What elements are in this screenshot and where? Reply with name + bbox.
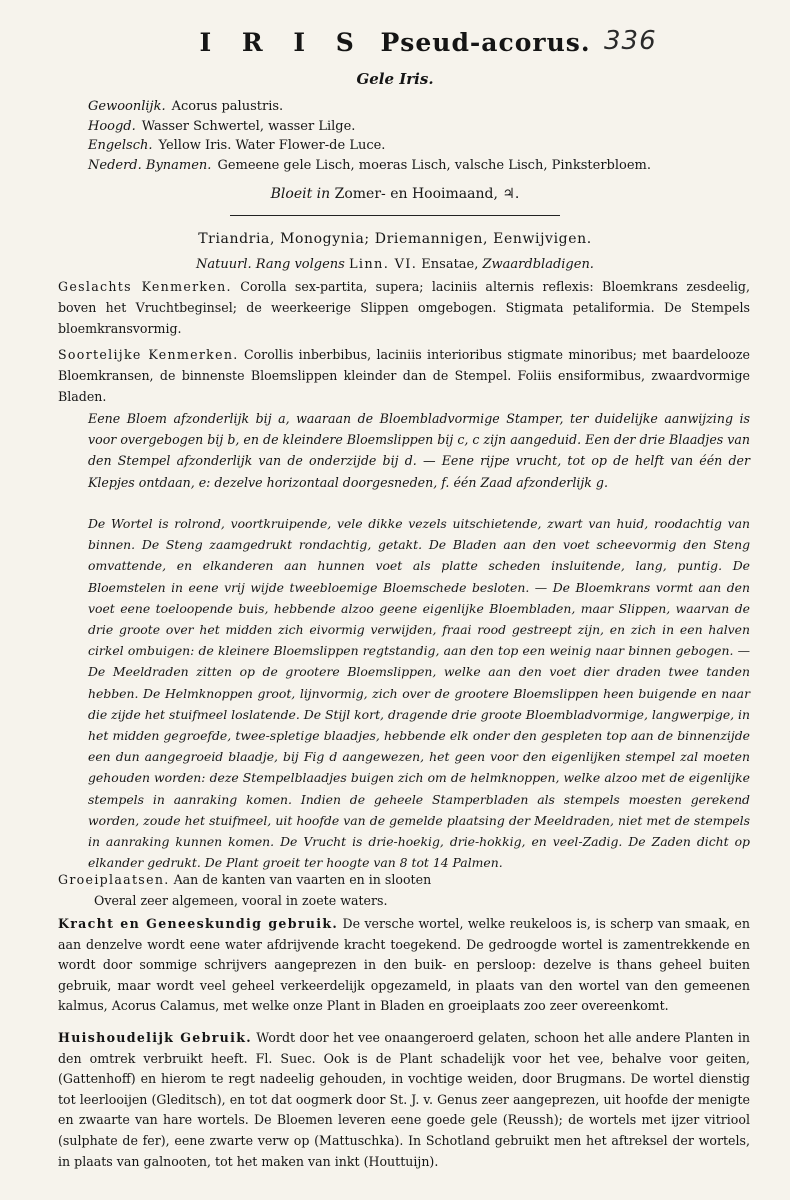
name-row-engelsch: [88, 136, 651, 156]
names-list: [88, 97, 651, 175]
title-genus: I R I S: [199, 28, 365, 57]
page-number: 336: [604, 26, 657, 56]
geslachts-kenmerken: [58, 276, 750, 340]
soortelijke-kenmerken: [58, 344, 750, 408]
section-label: Geslachts Kenmerken.: [58, 279, 232, 294]
huishoudelijk-gebruik: [58, 1028, 750, 1172]
rang-order-nl: Zwaardbladigen.: [482, 257, 594, 272]
classification-line: Triandria, Monogynia; Driemannigen, Eenwijvigen.: [198, 231, 592, 247]
description-paragraph: De Wortel is rolrond, voortkruipende, vele dikke vezels uitschietende, zwart van huid, roodachtig van binnen. De Steng zaamgedrukt rondachtig, getakt. De Bladen aan den voet scheevormig den Steng omvattende, en elkanderen aan hunnen voet als platte scheden insluitende, lang, puntig. De Bloemstelen in eene vrij wijde tweebloemige Bloemschede besloten. — De Bloemkrans vormt aan den voet eene toeloopende buis, hebbende alzoo geene eigenlijke Bloembladen, maar Slippen, waarvan de drie groote over het midden zich eivormig verwijden, fraai rood gestreept zijn, en zich in een halven cirkel ombuigen: de kleinere Bloemslippen regtstandig, aan den top een weinig naar binnen gebogen. — De Meeldraden zitten op de grootere Bloemslippen, welke aan den voet dier draden twee tanden hebben. De Helmknoppen groot, lijnvormig, zich over de grootere Bloemslippen heen buigende en naar die zijde het stuifmeel loslatende. De Stijl kort, dragende drie groote Bloembladvormige, langwerpige, in het midden gegroefde, twee-spletige blaadjes, hebbende elk onder den gespleten top aan de binnenzijde een dun aangegroeid blaadje, bij Fig d aangewezen, het geen voor den eigenlijken stempel zal moeten gehouden worden: deze Stempelblaadjes buigen zich om de helmknoppen, welke alzoo met de eigenlijke stempels in aanraking komen. Indien de geheele Stamperbladen als stempels moesten gerekend worden, zoude het stuifmeel, uit hoofde van de gemelde plaatsing der Meeldraden, niet met de stempels in aanraking kunnen komen. De Vrucht is drie-hoekig, drie-hokkig, en veel-Zadig. De Zaden dicht op elkander gedrukt. De Plant groeit ter hoogte van 8 tot 14 Palmen.: [88, 516, 750, 871]
groeiplaatsen: [58, 869, 750, 911]
name-label: Gewoonlijk.: [88, 99, 166, 114]
rang-author: Linn. VI.: [348, 257, 418, 272]
section-text: Corollis inberbibus, laciniis interioribus stigmate minoribus; met baardelooze Bloemkransen, de binnenste Bloemslippen kleinder dan de Stempel. Foliis ensiformibus, zwaardvormige Bladen.: [58, 347, 750, 405]
name-value: Yellow Iris. Water Flower-de Luce.: [158, 138, 386, 153]
groeiplaatsen-line1: Aan de kanten van vaarten en in slooten: [173, 872, 432, 887]
bloom-label: Bloeit in: [270, 186, 331, 202]
name-row-nederd: [88, 156, 651, 176]
groeiplaatsen-line2: Overal zeer algemeen, vooral in zoete waters.: [94, 893, 388, 909]
name-value: Gemeene gele Lisch, moeras Lisch, valsche Lisch, Pinksterbloem.: [217, 157, 652, 173]
bloom-value: Zomer- en Hooimaand, ♃.: [334, 186, 520, 202]
name-row-gewoonlijk: [88, 97, 651, 117]
section-text: Corolla sex-partita, supera; laciniis alternis reflexis: Bloemkrans zesdeelig, boven het Vruchtbeginsel; de weerkeerige Slippen omgebogen. Stigmata petaliformia. De Stempels bloemkransvormig.: [58, 279, 750, 337]
section-text: Wordt door het vee onaangeroerd gelaten, schoon het alle andere Planten in den omtrek verbruikt heeft. Fl. Suec. Ook is de Plant schadelijk voor het vee, behalve voor geiten, (Gattenhoff) en hierom te regt nadeelig gehouden, in vochtige weiden, door Brugmans. De wortel dienstig tot leerlooijen (Gleditsch), en tot dat oogmerk door St. J. v. Genus zeer aangeprezen, uit hoofde der menigte en zwaarte van hare wortels. De Bloemen leveren eene goede gele (Reussh); de wortels met ijzer vitriool (sulphate de fer), eene zwarte verw op (Mattuschka). In Schotland gebruikt men het aftreksel der wortels, in plaats van galnooten, tot het maken van inkt (Houttuijn).: [58, 1030, 750, 1169]
section-label: Soortelijke Kenmerken.: [58, 347, 239, 362]
rang-order: Ensatae,: [421, 257, 479, 272]
name-value: Acorus palustris.: [171, 99, 284, 114]
rang-line: [0, 257, 790, 272]
figure-explanation: Eene Bloem afzonderlijk bij a, waaraan de Bloembladvormige Stamper, ter duidelijke aanwijzing is voor overgebogen bij b, en de kleindere Bloemslippen bij c, c zijn aangeduid. Een der drie Blaadjes van den Stempel afzonderlijk van de onderzijde bij d. — Eene rijpe vrucht, tot op de helft van één der Klepjes ontdaan, e: dezelve horizontaal doorgesneden, f. één Zaad afzonderlijk g.: [88, 411, 750, 490]
name-row-hoogd: [88, 117, 651, 137]
section-text: De versche wortel, welke reukeloos is, is scherp van smaak, en aan denzelve wordt eene water afdrijvende kracht toegekend. De gedroogde wortel is zamentrekkende en wordt door sommige schrijvers aangeprezen in den buik- en persloop: dezelve is thans geheel buiten gebruik, maar wordt veel geheel verkeerdelijk opgezameld, in plaats van den wortel van den gemeenen kalmus, Acorus Calamus, met welke onze Plant in Bladen en groeiplaats zoo zeer overeenkomt.: [58, 916, 750, 1014]
page-subtitle: Gele Iris.: [356, 70, 434, 88]
divider-rule: [230, 215, 560, 216]
title-species: Pseud-acorus.: [380, 28, 591, 57]
section-label: Huishoudelijk Gebruik.: [58, 1030, 252, 1045]
section-label: Kracht en Geneeskundig gebruik.: [58, 916, 339, 931]
name-label: Engelsch.: [88, 138, 153, 153]
section-label: Groeiplaatsen.: [58, 872, 170, 887]
name-value: Wasser Schwertel, wasser Lilge.: [141, 118, 356, 134]
kracht-geneeskundig: [58, 914, 750, 1017]
rang-label: Natuurl. Rang volgens: [196, 257, 345, 272]
page-title: [0, 28, 790, 57]
name-label: Hoogd.: [88, 118, 136, 134]
bloom-line: [0, 186, 790, 202]
name-label: Nederd. Bynamen.: [88, 157, 212, 173]
